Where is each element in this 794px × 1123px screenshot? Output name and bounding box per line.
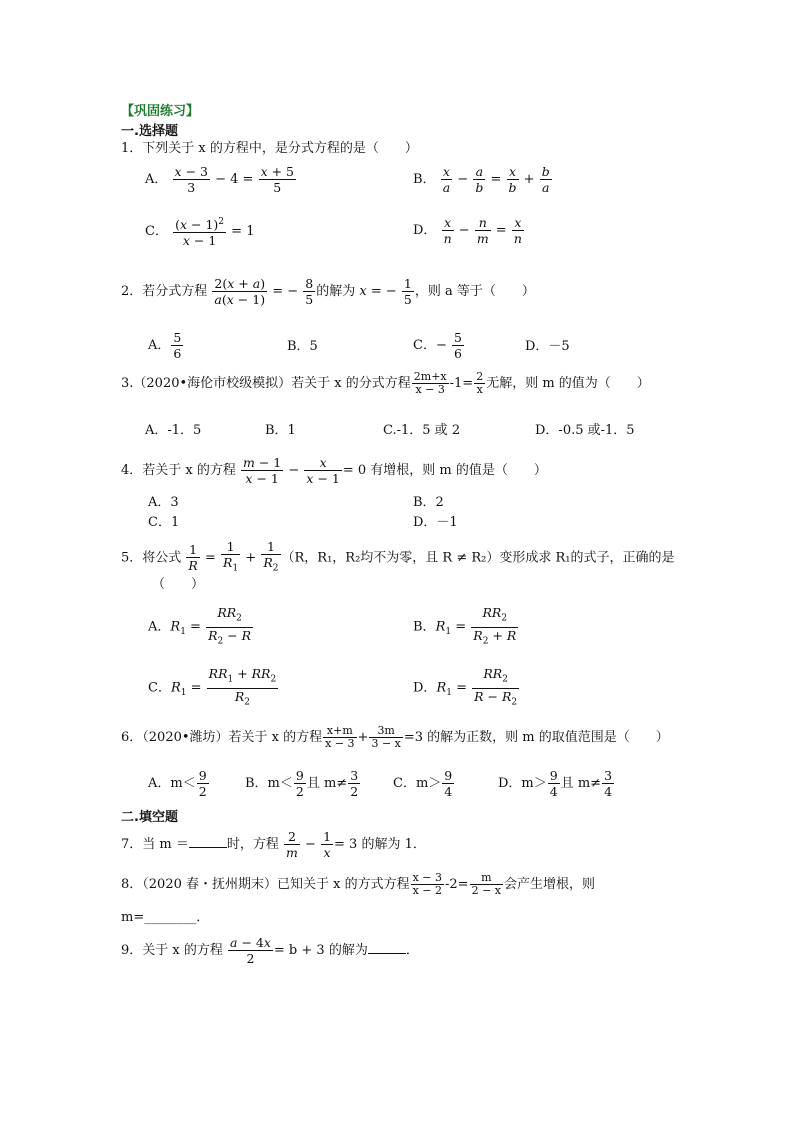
q1-stem: 1．下列关于 x 的方程中，是分式方程的是（ ） <box>121 141 418 156</box>
q5-stem: 5．将公式 $\frac{1}{R}$ = $\frac{1}{R_1}$ + $\frac{1}{R_2}$ （R，R₁，R₂均不为零，且 R ≠ R₂）变形成求 R₁的式子，正确的是 <box>121 539 675 574</box>
q3-option-c: C.-1．5 或 2 <box>383 423 461 438</box>
section-fill-heading: 二.填空题 <box>121 810 178 825</box>
q2-option-d: D．－5 <box>525 339 570 354</box>
q9-answer-blank[interactable] <box>368 941 406 954</box>
q4-stem: 4．若关于 x 的方程 $\frac{m - 1}{x - 1}$ − $\frac{x}{x - 1}$ = 0 有增根，则 m 的值是（ ） <box>121 455 547 486</box>
q4-option-c: C．1 <box>148 515 180 530</box>
q6-option-c: C．m＞ $\frac{9}{4}$ <box>393 768 453 799</box>
q5-option-c: C．$R_1$ = $\frac{RR_1 + RR_2}{R_2}$ <box>148 666 277 707</box>
q5-stem-line2: （ ） <box>152 577 205 592</box>
q9-stem: 9．关于 x 的方程 $\frac{a - 4x}{2}$ = b + 3 的解为 ． <box>121 935 419 966</box>
q5-option-d: D．$R_1$ = $\frac{RR_2}{R - R_2}$ <box>413 666 518 707</box>
q7-stem: 7．当 m ＝ 时，方程 $\frac{2}{m}$ − $\frac{1}{x}$ = 3 的解为 1． <box>121 829 426 860</box>
q5-option-b: B．$R_1$ = $\frac{RR_2}{R_2 + R}$ <box>413 605 517 646</box>
q6-option-b: B．m＜ $\frac{9}{2}$ 且 m≠ $\frac{3}{2}$ <box>245 768 359 799</box>
q6-option-a: A．m＜ $\frac{9}{2}$ <box>148 768 207 799</box>
q6-option-d: D．m＞ $\frac{9}{4}$ 且 m≠ $\frac{3}{4}$ <box>498 768 613 799</box>
q3-stem: 3.（2020•海伦市校级模拟）若关于 x 的分式方程 $\frac{2m+x}{x - 3}$ -1= $\frac{2}{x}$ 无解，则 m 的值为（ ） <box>121 370 650 396</box>
q7-answer-blank[interactable] <box>189 835 227 848</box>
q2-option-b: B．5 <box>287 339 318 354</box>
q5-option-a: A．$R_1$ = $\frac{RR_2}{R_2 - R}$ <box>148 605 252 646</box>
q3-option-d: D．-0.5 或-1．5 <box>535 423 635 438</box>
q2-stem: 2．若分式方程 $\frac{2(x + a)}{a(x - 1)}$ = − $\frac{8}{5}$ 的解为 x = − $\frac{1}{5}$ ，则 a 等于（ ） <box>121 276 535 307</box>
q2-option-a: A． $\frac{5}{6}$ <box>148 330 182 361</box>
q1-option-b: B． $\frac{x}{a}$ − $\frac{a}{b}$ = $\frac{x}{b}$ + $\frac{b}{a}$ <box>413 164 550 195</box>
page-title: 【巩固练习】 <box>121 104 200 119</box>
section-choice-heading: 一.选择题 <box>121 124 178 139</box>
q8-stem: 8．（2020 春・抚州期末）已知关于 x 的方式方程 $\frac{x - 3}{x - 2}$ -2= $\frac{m}{2 - x}$ 会产生增根，则 <box>121 871 596 897</box>
q8-answer-line: m=________． <box>121 910 210 925</box>
q1-option-c: C． $\frac{(x - 1)^2}{x - 1}$ = 1 <box>145 217 255 249</box>
q6-stem: 6．（2020•潍坊）若关于 x 的方程 $\frac{x+m}{x - 3}$ + $\frac{3m}{3 - x}$ =3 的解为正数，则 m 的取值范围是（ ） <box>121 724 669 750</box>
q4-option-a: A．3 <box>148 495 179 510</box>
q4-option-b: B．2 <box>413 495 444 510</box>
q4-option-d: D．－1 <box>413 515 458 530</box>
q2-option-c: C．− $\frac{5}{6}$ <box>413 330 462 361</box>
q3-option-a: A．-1．5 <box>145 423 202 438</box>
q1-option-a: A． $\frac{x - 3}{3}$ − 4 = $\frac{x + 5}{5}$ <box>145 164 294 195</box>
q3-option-b: B．1 <box>265 423 296 438</box>
q1-option-d: D． $\frac{x}{n}$ − $\frac{n}{m}$ = $\frac{x}{n}$ <box>413 215 522 246</box>
